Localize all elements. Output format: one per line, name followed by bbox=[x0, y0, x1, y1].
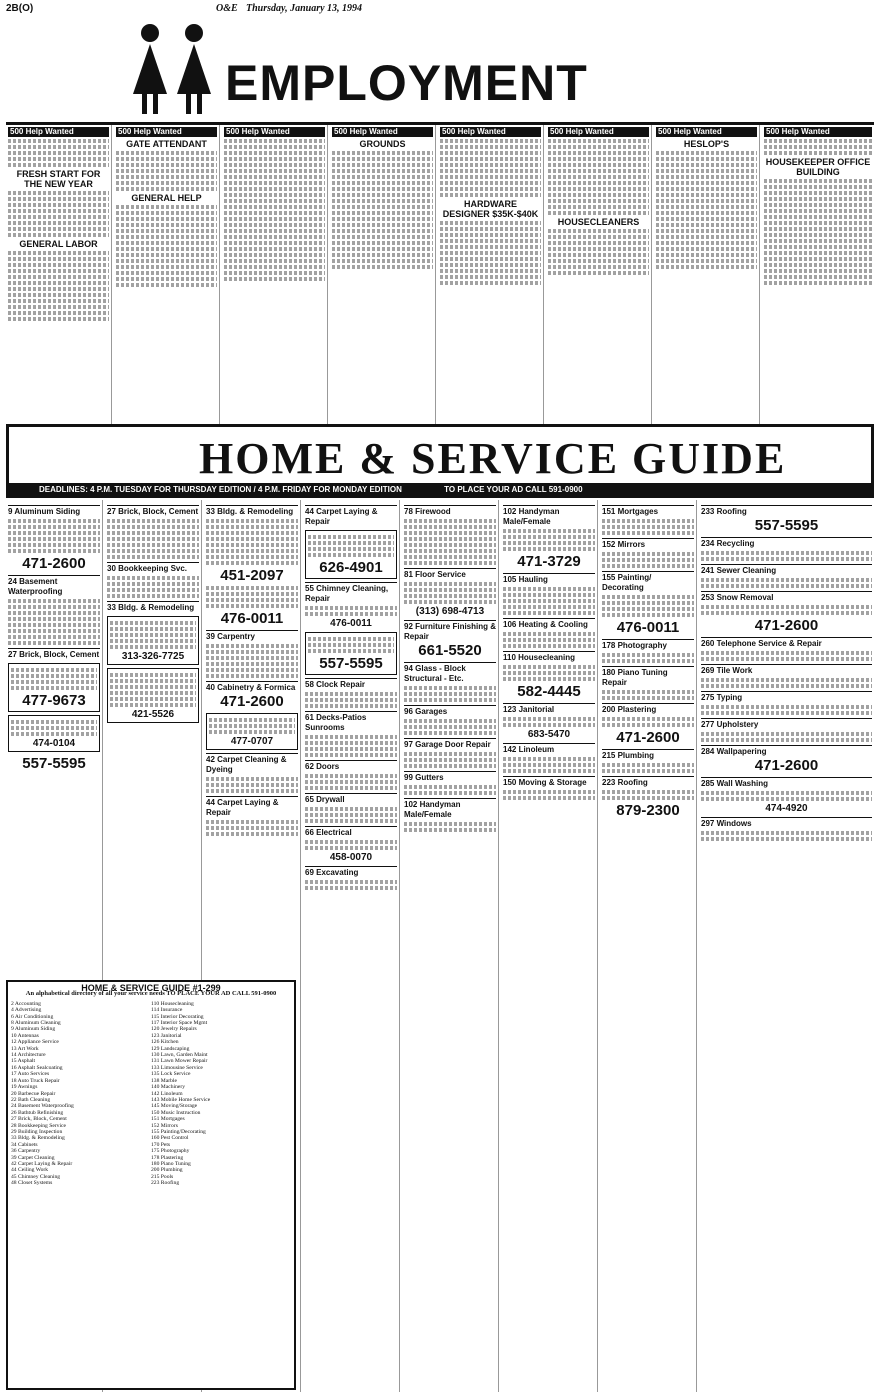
index-entry: 15 Asphalt bbox=[11, 1058, 36, 1065]
section-heading: 155 Painting/ Decorating bbox=[602, 571, 694, 593]
index-entry: 16 Asphalt Sealcoating bbox=[11, 1064, 63, 1071]
section-heading: 178 Photography bbox=[602, 639, 694, 651]
index-entry: 170 Pets bbox=[151, 1141, 171, 1148]
index-entry: 135 Lock Service bbox=[151, 1071, 191, 1078]
section-heading: 150 Moving & Storage bbox=[503, 776, 595, 788]
phone-number: 626-4901 bbox=[319, 559, 383, 576]
section-heading: 106 Heating & Cooling bbox=[503, 618, 595, 630]
ad-title: GATE ATTENDANT bbox=[126, 139, 207, 149]
phone-number: 661-5520 bbox=[418, 642, 482, 659]
section-heading: 151 Mortgages bbox=[602, 505, 694, 517]
index-entry: 133 Limousine Service bbox=[151, 1064, 203, 1071]
section-heading: 55 Chimney Cleaning, Repair bbox=[305, 582, 397, 604]
section-heading: 142 Linoleum bbox=[503, 743, 595, 755]
index-entry: 155 Painting/Decorating bbox=[151, 1128, 206, 1135]
deadline-text: DEADLINES: 4 P.M. TUESDAY FOR THURSDAY EDITION / 4 P.M. FRIDAY FOR MONDAY EDITION bbox=[39, 485, 402, 494]
index-entry: 14 Architecture bbox=[11, 1052, 46, 1059]
phone-number: 471-2600 bbox=[754, 757, 819, 774]
service-guide-columns bbox=[6, 500, 874, 1392]
section-heading: 39 Carpentry bbox=[206, 630, 298, 642]
phone-number: 557-5595 bbox=[754, 517, 819, 534]
column-heading: 500 Help Wanted bbox=[548, 127, 649, 137]
index-entry: 13 Art Work bbox=[11, 1045, 39, 1052]
ad-title: GROUNDS bbox=[359, 139, 406, 149]
index-entry: 33 Bldg. & Remodeling bbox=[11, 1135, 65, 1142]
classified-column bbox=[222, 125, 328, 425]
section-heading: 33 Bldg. & Remodeling bbox=[107, 601, 199, 613]
section-heading: 241 Sewer Cleaning bbox=[701, 564, 872, 576]
phone-number: 477-9673 bbox=[22, 692, 86, 709]
section-heading: 233 Roofing bbox=[701, 505, 872, 517]
index-entry: 28 Bookkeeping Service bbox=[11, 1122, 66, 1129]
ad-title: HARDWARE DESIGNER $35K-$40K bbox=[442, 199, 539, 219]
guide-title: HOME & SERVICE GUIDE bbox=[199, 434, 787, 483]
index-entry: 44 Ceiling Work bbox=[11, 1167, 49, 1174]
column-heading: 500 Help Wanted bbox=[8, 127, 109, 137]
index-entry: 120 Jewelry Repairs bbox=[151, 1026, 197, 1033]
ad-box bbox=[305, 530, 397, 579]
index-entry: 34 Cabinets bbox=[11, 1141, 38, 1148]
index-entry: 160 Pest Control bbox=[151, 1135, 189, 1142]
section-heading: 42 Carpet Cleaning & Dyeing bbox=[206, 753, 298, 775]
index-entry: 140 Machinery bbox=[151, 1084, 186, 1091]
section-heading: 27 Brick, Block, Cement bbox=[8, 650, 100, 659]
index-entry: 24 Basement Waterproofing bbox=[11, 1103, 74, 1110]
phone-number: 471-2600 bbox=[22, 555, 86, 572]
phone-number: 471-2600 bbox=[754, 617, 819, 634]
guide-column bbox=[501, 500, 598, 1392]
section-heading: 152 Mirrors bbox=[602, 538, 694, 550]
index-right-column bbox=[151, 1001, 291, 1187]
publication-date: Thursday, January 13, 1994 bbox=[246, 3, 363, 14]
guide-column bbox=[402, 500, 499, 1392]
ad-title: HOUSEKEEPER OFFICE BUILDING bbox=[765, 157, 871, 177]
column-heading: 500 Help Wanted bbox=[224, 127, 325, 137]
section-heading: 40 Cabinetry & Formica bbox=[206, 681, 298, 693]
index-left-column bbox=[11, 1001, 151, 1187]
section-heading: 94 Glass - Block Structural - Etc. bbox=[404, 662, 496, 684]
phone-number: 474-4920 bbox=[765, 803, 808, 814]
classified-column bbox=[330, 125, 436, 425]
index-entry: 45 Chimney Cleaning bbox=[11, 1173, 61, 1180]
index-entry: 8 Aluminum Cleaning bbox=[11, 1020, 61, 1027]
classified-column bbox=[654, 125, 760, 425]
column-heading: 500 Help Wanted bbox=[440, 127, 541, 137]
section-heading: 44 Carpet Laying & Repair bbox=[206, 796, 298, 818]
ad-title: GENERAL LABOR bbox=[19, 239, 98, 249]
person-figure-icon bbox=[130, 24, 170, 114]
ad-box bbox=[107, 616, 199, 665]
index-entry: 178 Plastering bbox=[151, 1154, 184, 1161]
index-entry: 6 Air Conditioning bbox=[11, 1013, 54, 1020]
index-entry: 114 Insurance bbox=[151, 1007, 183, 1014]
classified-column bbox=[114, 125, 220, 425]
index-entry: 22 Bath Cleaning bbox=[11, 1096, 51, 1103]
section-heading: 102 Handyman Male/Female bbox=[503, 505, 595, 527]
phone-number: 474-0104 bbox=[32, 738, 76, 749]
index-entry: 223 Roofing bbox=[151, 1180, 180, 1187]
column-heading: 500 Help Wanted bbox=[656, 127, 757, 137]
section-heading: 33 Bldg. & Remodeling bbox=[206, 505, 298, 517]
page-header bbox=[6, 3, 874, 17]
section-heading: 269 Tile Work bbox=[701, 664, 872, 676]
section-heading: 99 Gutters bbox=[404, 771, 496, 783]
index-entry: 126 Kitchen bbox=[151, 1039, 179, 1046]
index-entry: 117 Interior Space Mgmt bbox=[151, 1020, 208, 1027]
guide-column bbox=[699, 500, 874, 1392]
column-heading: 500 Help Wanted bbox=[764, 127, 872, 137]
index-entry: 20 Barbecue Repair bbox=[11, 1090, 56, 1097]
classified-column bbox=[438, 125, 544, 425]
index-entry: 29 Building Inspection bbox=[11, 1128, 63, 1135]
phone-number: (313) 698-4713 bbox=[415, 606, 485, 617]
section-heading: 223 Roofing bbox=[602, 776, 694, 788]
index-entry: 19 Awnings bbox=[11, 1084, 38, 1091]
section-heading: 78 Firewood bbox=[404, 505, 496, 517]
section-heading: 285 Wall Washing bbox=[701, 777, 872, 789]
index-entry: 138 Marble bbox=[151, 1077, 177, 1084]
section-heading: 297 Windows bbox=[701, 817, 872, 829]
section-heading: 97 Garage Door Repair bbox=[404, 738, 496, 750]
section-heading: 61 Decks-Patios Sunrooms bbox=[305, 711, 397, 733]
phone-number: 451-2097 bbox=[220, 567, 284, 584]
index-entry: 39 Carpet Cleaning bbox=[11, 1154, 55, 1161]
classified-column bbox=[546, 125, 652, 425]
section-heading: 215 Plumbing bbox=[602, 749, 694, 761]
index-entry: 150 Music Instruction bbox=[151, 1109, 201, 1116]
section-heading: 110 Housecleaning bbox=[503, 651, 595, 663]
ad-box bbox=[206, 713, 298, 750]
guide-index bbox=[6, 980, 296, 1390]
column-heading: 500 Help Wanted bbox=[332, 127, 433, 137]
index-entry: 123 Janitorial bbox=[151, 1032, 182, 1039]
ad-title: FRESH START FOR THE NEW YEAR bbox=[16, 169, 101, 189]
phone-number: 421-5526 bbox=[131, 709, 175, 720]
ad-box bbox=[8, 663, 100, 712]
index-entry: 131 Lawn Mower Repair bbox=[151, 1058, 208, 1065]
section-heading: 180 Piano Tuning Repair bbox=[602, 666, 694, 688]
index-entry: 152 Mirrors bbox=[151, 1122, 178, 1129]
index-entry: 12 Appliance Service bbox=[11, 1039, 59, 1046]
page-number: 2B(O) bbox=[6, 3, 34, 14]
phone-number: 458-0070 bbox=[329, 852, 373, 863]
section-heading: 62 Doors bbox=[305, 760, 397, 772]
index-entry: 17 Auto Services bbox=[11, 1071, 50, 1078]
ad-box bbox=[8, 715, 100, 752]
phone-number: 313-326-7725 bbox=[121, 651, 185, 662]
employment-banner bbox=[130, 18, 710, 118]
ad-box bbox=[305, 632, 397, 675]
index-entry: 26 Bathtub Refinishing bbox=[11, 1109, 64, 1116]
ad-title: HESLOP'S bbox=[683, 139, 730, 149]
ad-box bbox=[107, 668, 199, 723]
index-title: HOME & SERVICE GUIDE #1-299 bbox=[81, 983, 221, 993]
index-entry: 151 Mortgages bbox=[151, 1116, 185, 1123]
index-entry: 18 Auto Truck Repair bbox=[11, 1077, 60, 1084]
section-heading: 277 Upholstery bbox=[701, 718, 872, 730]
phone-number: 476-0011 bbox=[330, 618, 372, 629]
guide-column bbox=[600, 500, 697, 1392]
index-entry: 36 Carpentry bbox=[11, 1148, 41, 1155]
index-entry: 10 Antennas bbox=[11, 1032, 39, 1039]
phone-number: 476-0011 bbox=[220, 610, 284, 627]
index-entry: 143 Mobile Home Service bbox=[151, 1096, 211, 1103]
index-entry: 110 Housecleaning bbox=[151, 1000, 194, 1007]
publication-name: O&E bbox=[216, 3, 238, 14]
home-service-guide-banner bbox=[6, 424, 874, 498]
phone-number: 471-2600 bbox=[220, 693, 284, 710]
section-heading: 234 Recycling bbox=[701, 537, 872, 549]
index-entry: 142 Linoleum bbox=[151, 1090, 183, 1097]
section-heading: 102 Handyman Male/Female bbox=[404, 798, 496, 820]
phone-number: 582-4445 bbox=[517, 683, 581, 700]
section-heading: 44 Carpet Laying & Repair bbox=[305, 505, 397, 527]
index-entry: 130 Lawn, Garden Maint bbox=[151, 1052, 208, 1059]
index-entry: 115 Interior Decorating bbox=[151, 1013, 204, 1020]
section-heading: 30 Bookkeeping Svc. bbox=[107, 562, 199, 574]
index-entry: 175 Photography bbox=[151, 1148, 190, 1155]
section-heading: 275 Typing bbox=[701, 691, 872, 703]
ad-title: HOUSECLEANERS bbox=[557, 217, 640, 227]
classified-column bbox=[6, 125, 112, 425]
section-heading: 253 Snow Removal bbox=[701, 591, 872, 603]
section-heading: 24 Basement Waterproofing bbox=[8, 575, 100, 597]
section-heading: 66 Electrical bbox=[305, 826, 397, 838]
employment-title: EMPLOYMENT bbox=[225, 55, 588, 111]
phone-number: 683-5470 bbox=[527, 729, 571, 740]
deadline-bar bbox=[9, 483, 871, 496]
section-heading: 65 Drywall bbox=[305, 793, 397, 805]
phone-number: 557-5595 bbox=[22, 755, 86, 772]
index-entry: 4 Advertising bbox=[11, 1007, 42, 1014]
section-heading: 123 Janitorial bbox=[503, 703, 595, 715]
section-heading: 92 Furniture Finishing & Repair bbox=[404, 622, 497, 641]
index-entry: 42 Carpet Laying & Repair bbox=[11, 1160, 73, 1167]
index-subtitle: An alphabetical directory of all your service needs TO PLACE YOUR AD CALL 591-0900 bbox=[25, 990, 277, 998]
guide-column bbox=[303, 500, 400, 1392]
phone-number: 476-0011 bbox=[616, 619, 680, 636]
column-heading: 500 Help Wanted bbox=[116, 127, 217, 137]
person-figure-icon bbox=[174, 24, 214, 114]
index-entry: 2 Accounting bbox=[11, 1000, 41, 1007]
section-heading: 284 Wallpapering bbox=[701, 745, 872, 757]
section-heading: 105 Hauling bbox=[503, 573, 595, 585]
index-entry: 129 Landscaping bbox=[151, 1045, 190, 1052]
section-heading: 9 Aluminum Siding bbox=[8, 505, 100, 517]
section-heading: 58 Clock Repair bbox=[305, 678, 397, 690]
phone-number: 471-2600 bbox=[616, 729, 680, 746]
index-entry: 180 Piano Tuning bbox=[151, 1160, 191, 1167]
index-entry: 200 Plumbing bbox=[151, 1167, 183, 1174]
index-entry: 48 Closet Systems bbox=[11, 1180, 53, 1187]
ad-title: GENERAL HELP bbox=[131, 193, 202, 203]
section-heading: 69 Excavating bbox=[305, 866, 397, 878]
index-entry: 215 Pools bbox=[151, 1173, 174, 1180]
index-entry: 27 Brick, Block, Cement bbox=[11, 1116, 67, 1123]
section-heading: 27 Brick, Block, Cement bbox=[107, 507, 199, 516]
section-heading: 96 Garages bbox=[404, 705, 496, 717]
place-ad-text: TO PLACE YOUR AD CALL 591-0900 bbox=[444, 485, 583, 494]
section-heading: 200 Plastering bbox=[602, 703, 694, 715]
phone-number: 557-5595 bbox=[319, 655, 383, 672]
phone-number: 879-2300 bbox=[616, 802, 680, 819]
phone-number: 471-3729 bbox=[517, 553, 581, 570]
classified-column bbox=[762, 125, 874, 425]
section-heading: 81 Floor Service bbox=[404, 568, 496, 580]
index-entry: 145 Moving/Storage bbox=[151, 1103, 198, 1110]
help-wanted-columns bbox=[6, 122, 874, 422]
phone-number: 477-0707 bbox=[230, 736, 274, 747]
index-entry: 9 Aluminum Siding bbox=[11, 1026, 56, 1033]
section-heading: 260 Telephone Service & Repair bbox=[701, 637, 872, 649]
